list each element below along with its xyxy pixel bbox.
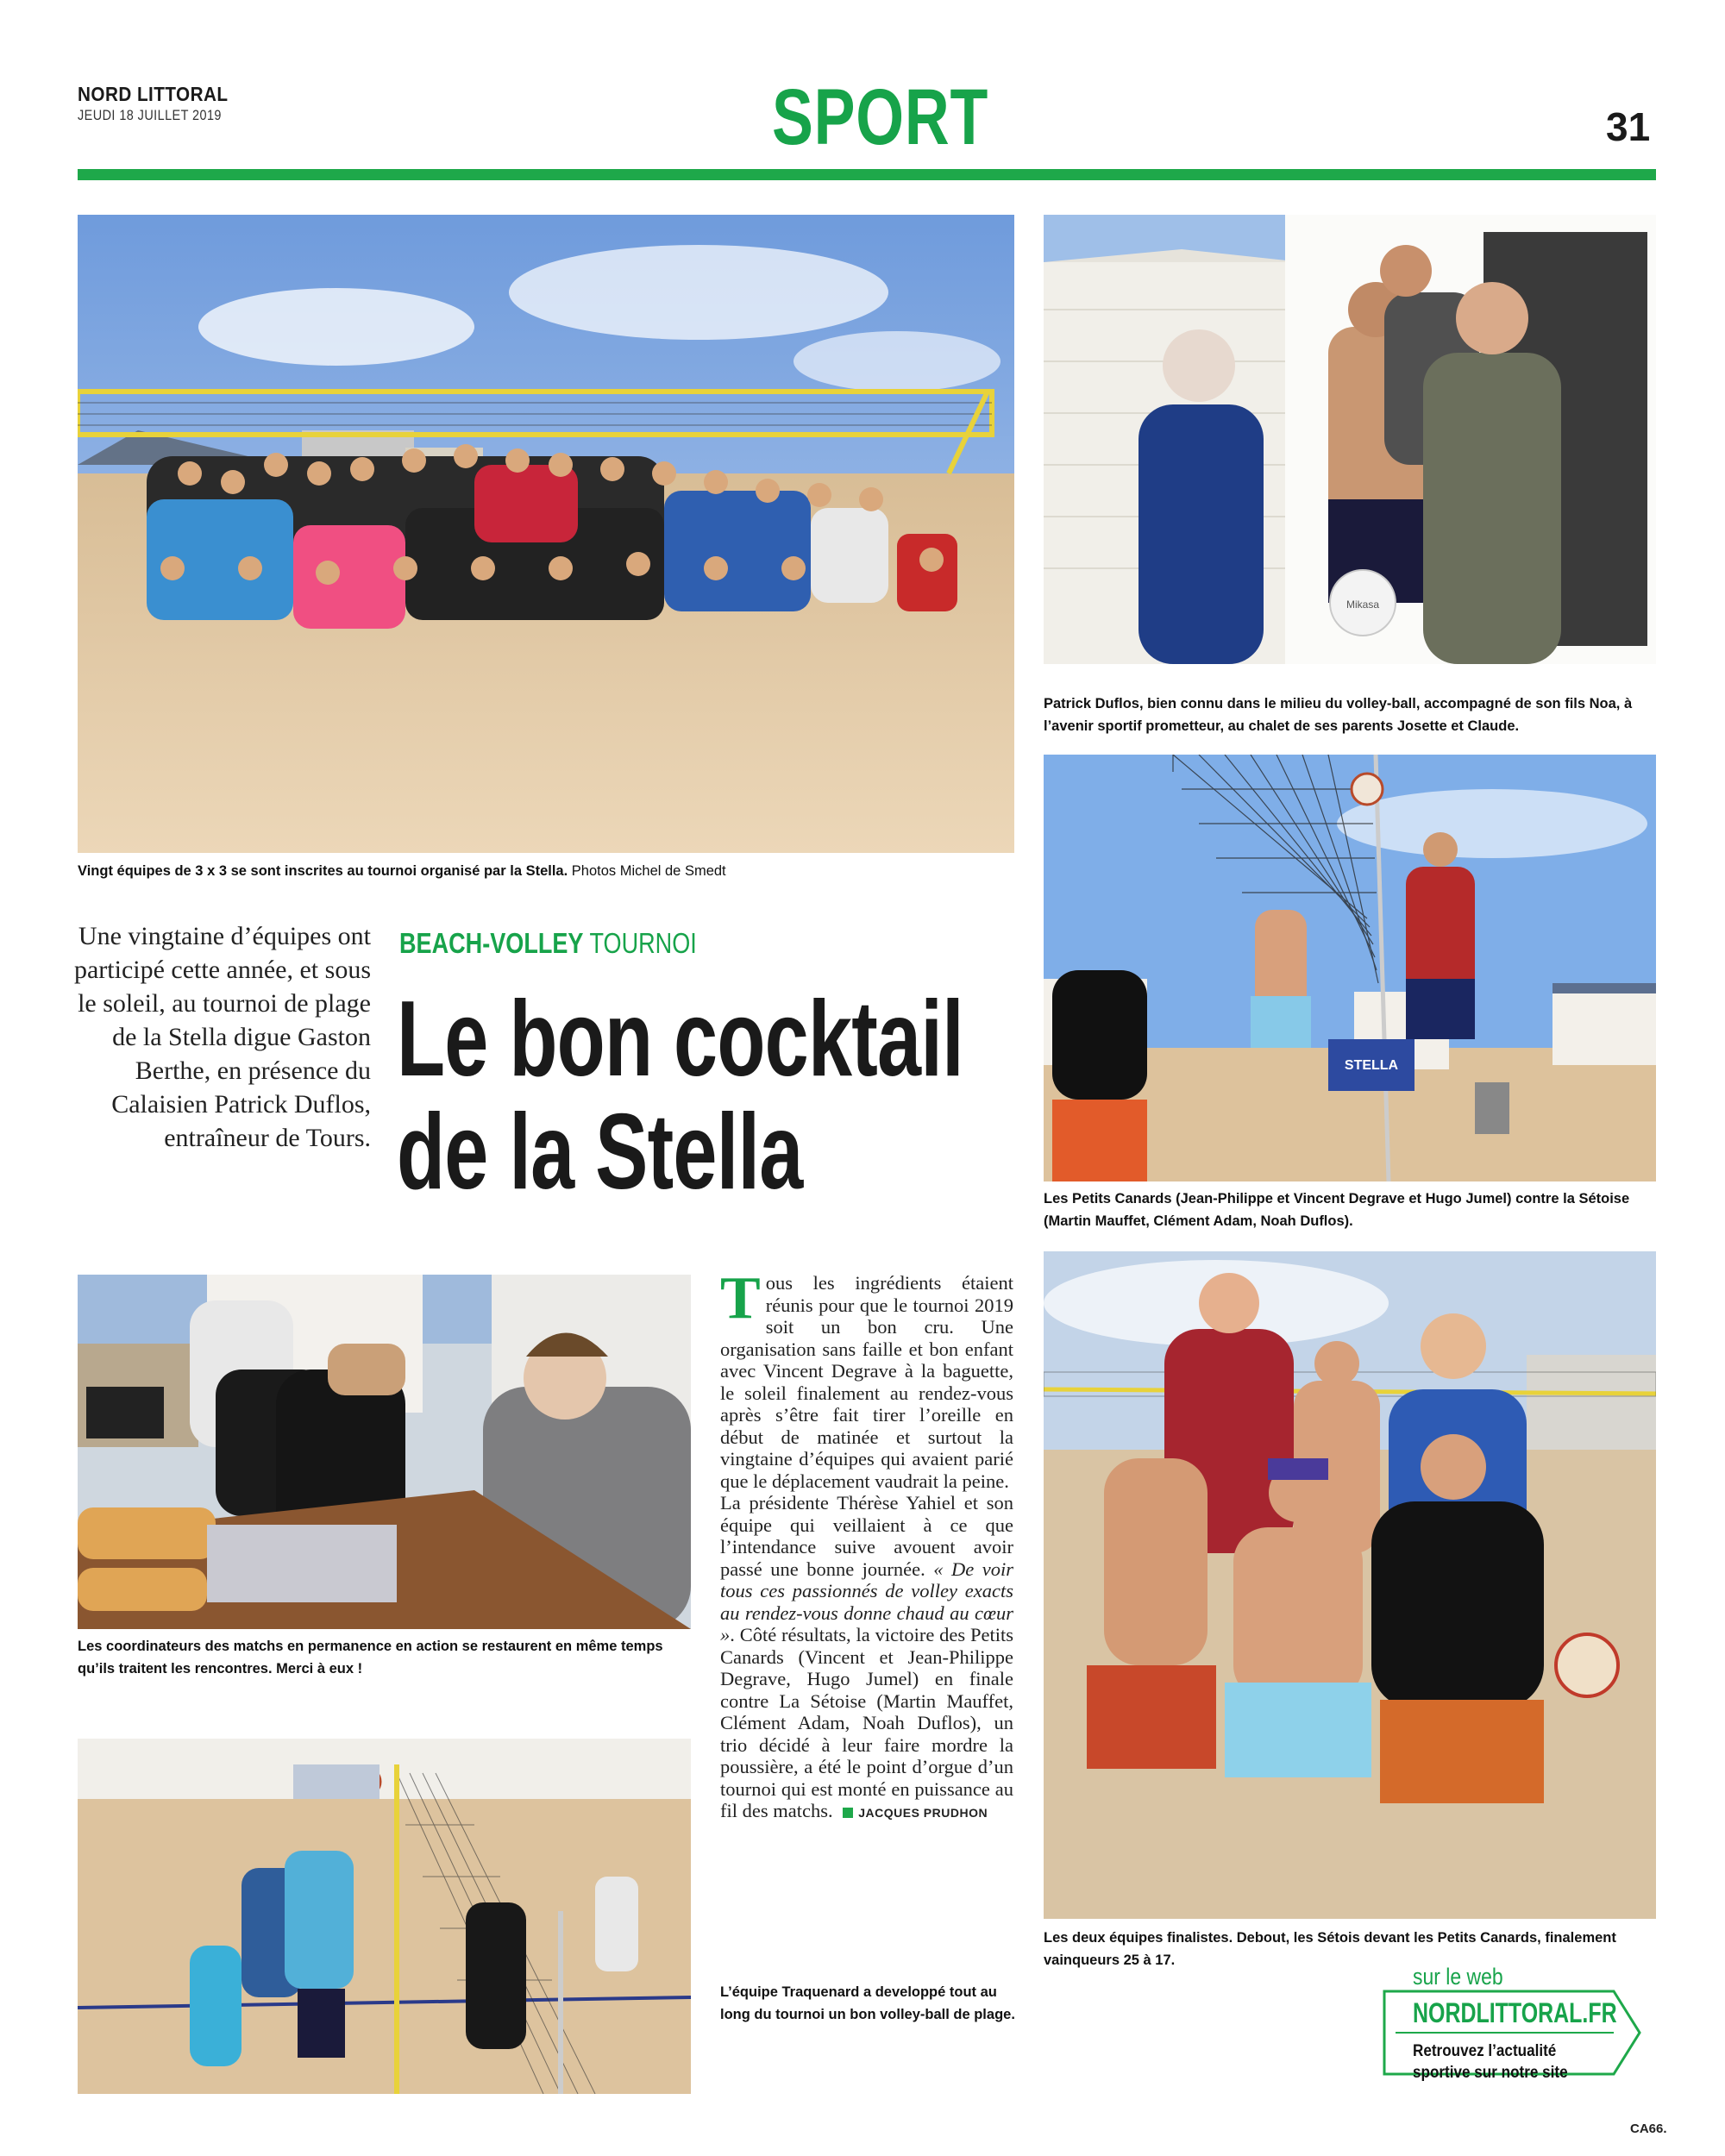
- family-photo: [1044, 215, 1656, 664]
- web-promo-text: Retrouvez l’actualité sportive sur notre site: [1413, 2042, 1568, 2082]
- stella-banner: STELLA: [1344, 1058, 1399, 1073]
- finalists-caption: Les deux équipes finalistes. Debout, les Sétois devant les Petits Canards, finalement vainqueurs 25 à 17.: [1044, 1930, 1616, 1968]
- traquenard-photo: [78, 1739, 691, 2094]
- byline: JACQUES PRUDHON: [837, 1806, 988, 1820]
- coordinators-photo: [78, 1275, 691, 1629]
- standfirst: Une vingtaine d’équipes ont participé cette année, et sous le soleil, au tournoi de plage de la Stella digue Gaston Berthe, en présence du Calaisien Patrick Duflos, entraîneur de Tours.: [73, 922, 371, 1152]
- kicker: BEACH-VOLLEY TOURNOI: [399, 927, 697, 959]
- section-title: SPORT: [772, 73, 989, 161]
- body-quote: « De voir tous ces passionnés de volley exacts au rendez-vous donne chaud au cœur »: [720, 1557, 1013, 1645]
- article-body: Tous les ingrédients étaient réunis pour que le tournoi 2019 soit un bon cru. Une organisation sans faille et bon enfant avec Vincent Degrave à la baguette, le soleil finalement au rendez-vous après s’être fait tirer l’oreille en début de matinée et surtout la vingtaine d’équipes qui avaient parié que le déplacement vaudrait la peine. La présidente Thérèse Yahiel et son équipe qui veillaient à ce que l’intendance suive avouent avoir passé une bonne journée. « De voir tous ces passionnés de volley exacts au rendez-vous donne chaud au cœur ». Côté résultats, la victoire des Petits Canards (Vincent et Jean-Philippe Degrave, Hugo Jumel) en finale contre La Sétoise (Martin Mauffet, Clément Adam, Noah Duflos), un trio décidé à leur faire mordre la poussière, a été le point d’orgue d’un tournoi qui est monté en puissance au fil des matchs. JACQUES PRUDHON: [720, 1265, 1013, 1821]
- drop-cap: T: [720, 1265, 761, 1332]
- headline-line-2: de la Stella: [397, 1093, 803, 1212]
- group-photo: [78, 215, 1014, 853]
- net-match-photo: [1044, 755, 1656, 1181]
- net-match-caption: Les Petits Canards (Jean-Philippe et Vincent Degrave et Hugo Jumel) contre la Sétoise (Martin Mauffet, Clément Adam, Noah Duflos).: [1044, 1191, 1630, 1229]
- web-url-link[interactable]: NORDLITTORAL.FR: [1413, 1997, 1617, 2028]
- newspaper-name: NORD LITTORAL: [78, 83, 229, 105]
- family-photo-caption: Patrick Duflos, bien connu dans le milieu du volley-ball, accompagné de son fils Noa, à l’avenir sportif prometteur, au chalet de ses parents Josette et Claude.: [1044, 696, 1633, 734]
- finalists-photo: [1044, 1251, 1656, 1919]
- coordinators-caption: Les coordinateurs des matchs en permanence en action se restaurent en même temps qu’ils traitent les rencontres. Merci à eux !: [78, 1639, 663, 1677]
- page-number: 31: [1606, 104, 1651, 149]
- headline: [397, 980, 963, 1212]
- group-photo-caption: Vingt équipes de 3 x 3 se sont inscrites au tournoi organisé par la Stella. Photos Michel de Smedt: [78, 863, 726, 879]
- photo-credit: Photos Michel de Smedt: [568, 863, 726, 879]
- header-rule: [78, 169, 1656, 180]
- issue-date: JEUDI 18 JUILLET 2019: [78, 107, 222, 123]
- body-paragraph-2: La présidente Thérèse Yahiel et son équipe qui veillaient à ce que l’intendance suive avouent avoir passé une bonne journée.: [720, 1492, 1013, 1580]
- footer-code: CA66.: [1630, 2122, 1667, 2136]
- headline-line-1: Le bon cocktail: [397, 980, 963, 1099]
- web-label: sur le web: [1413, 1964, 1503, 1990]
- traquenard-caption: L’équipe Traquenard a developpé tout au long du tournoi un bon volley-ball de plage.: [720, 1984, 1015, 2022]
- ball-label: Mikasa: [1346, 599, 1380, 611]
- body-paragraph-1: ous les ingrédients étaient réunis pour que le tournoi 2019 soit un bon cru. Une organisation sans faille et bon enfant avec Vincent Degrave à la baguette, le soleil finalement au rendez-vous après s’être fait tirer l’oreille en début de matinée et surtout la vingtaine d’équipes qui avaient parié que le déplacement vaudrait la peine.: [720, 1272, 1013, 1492]
